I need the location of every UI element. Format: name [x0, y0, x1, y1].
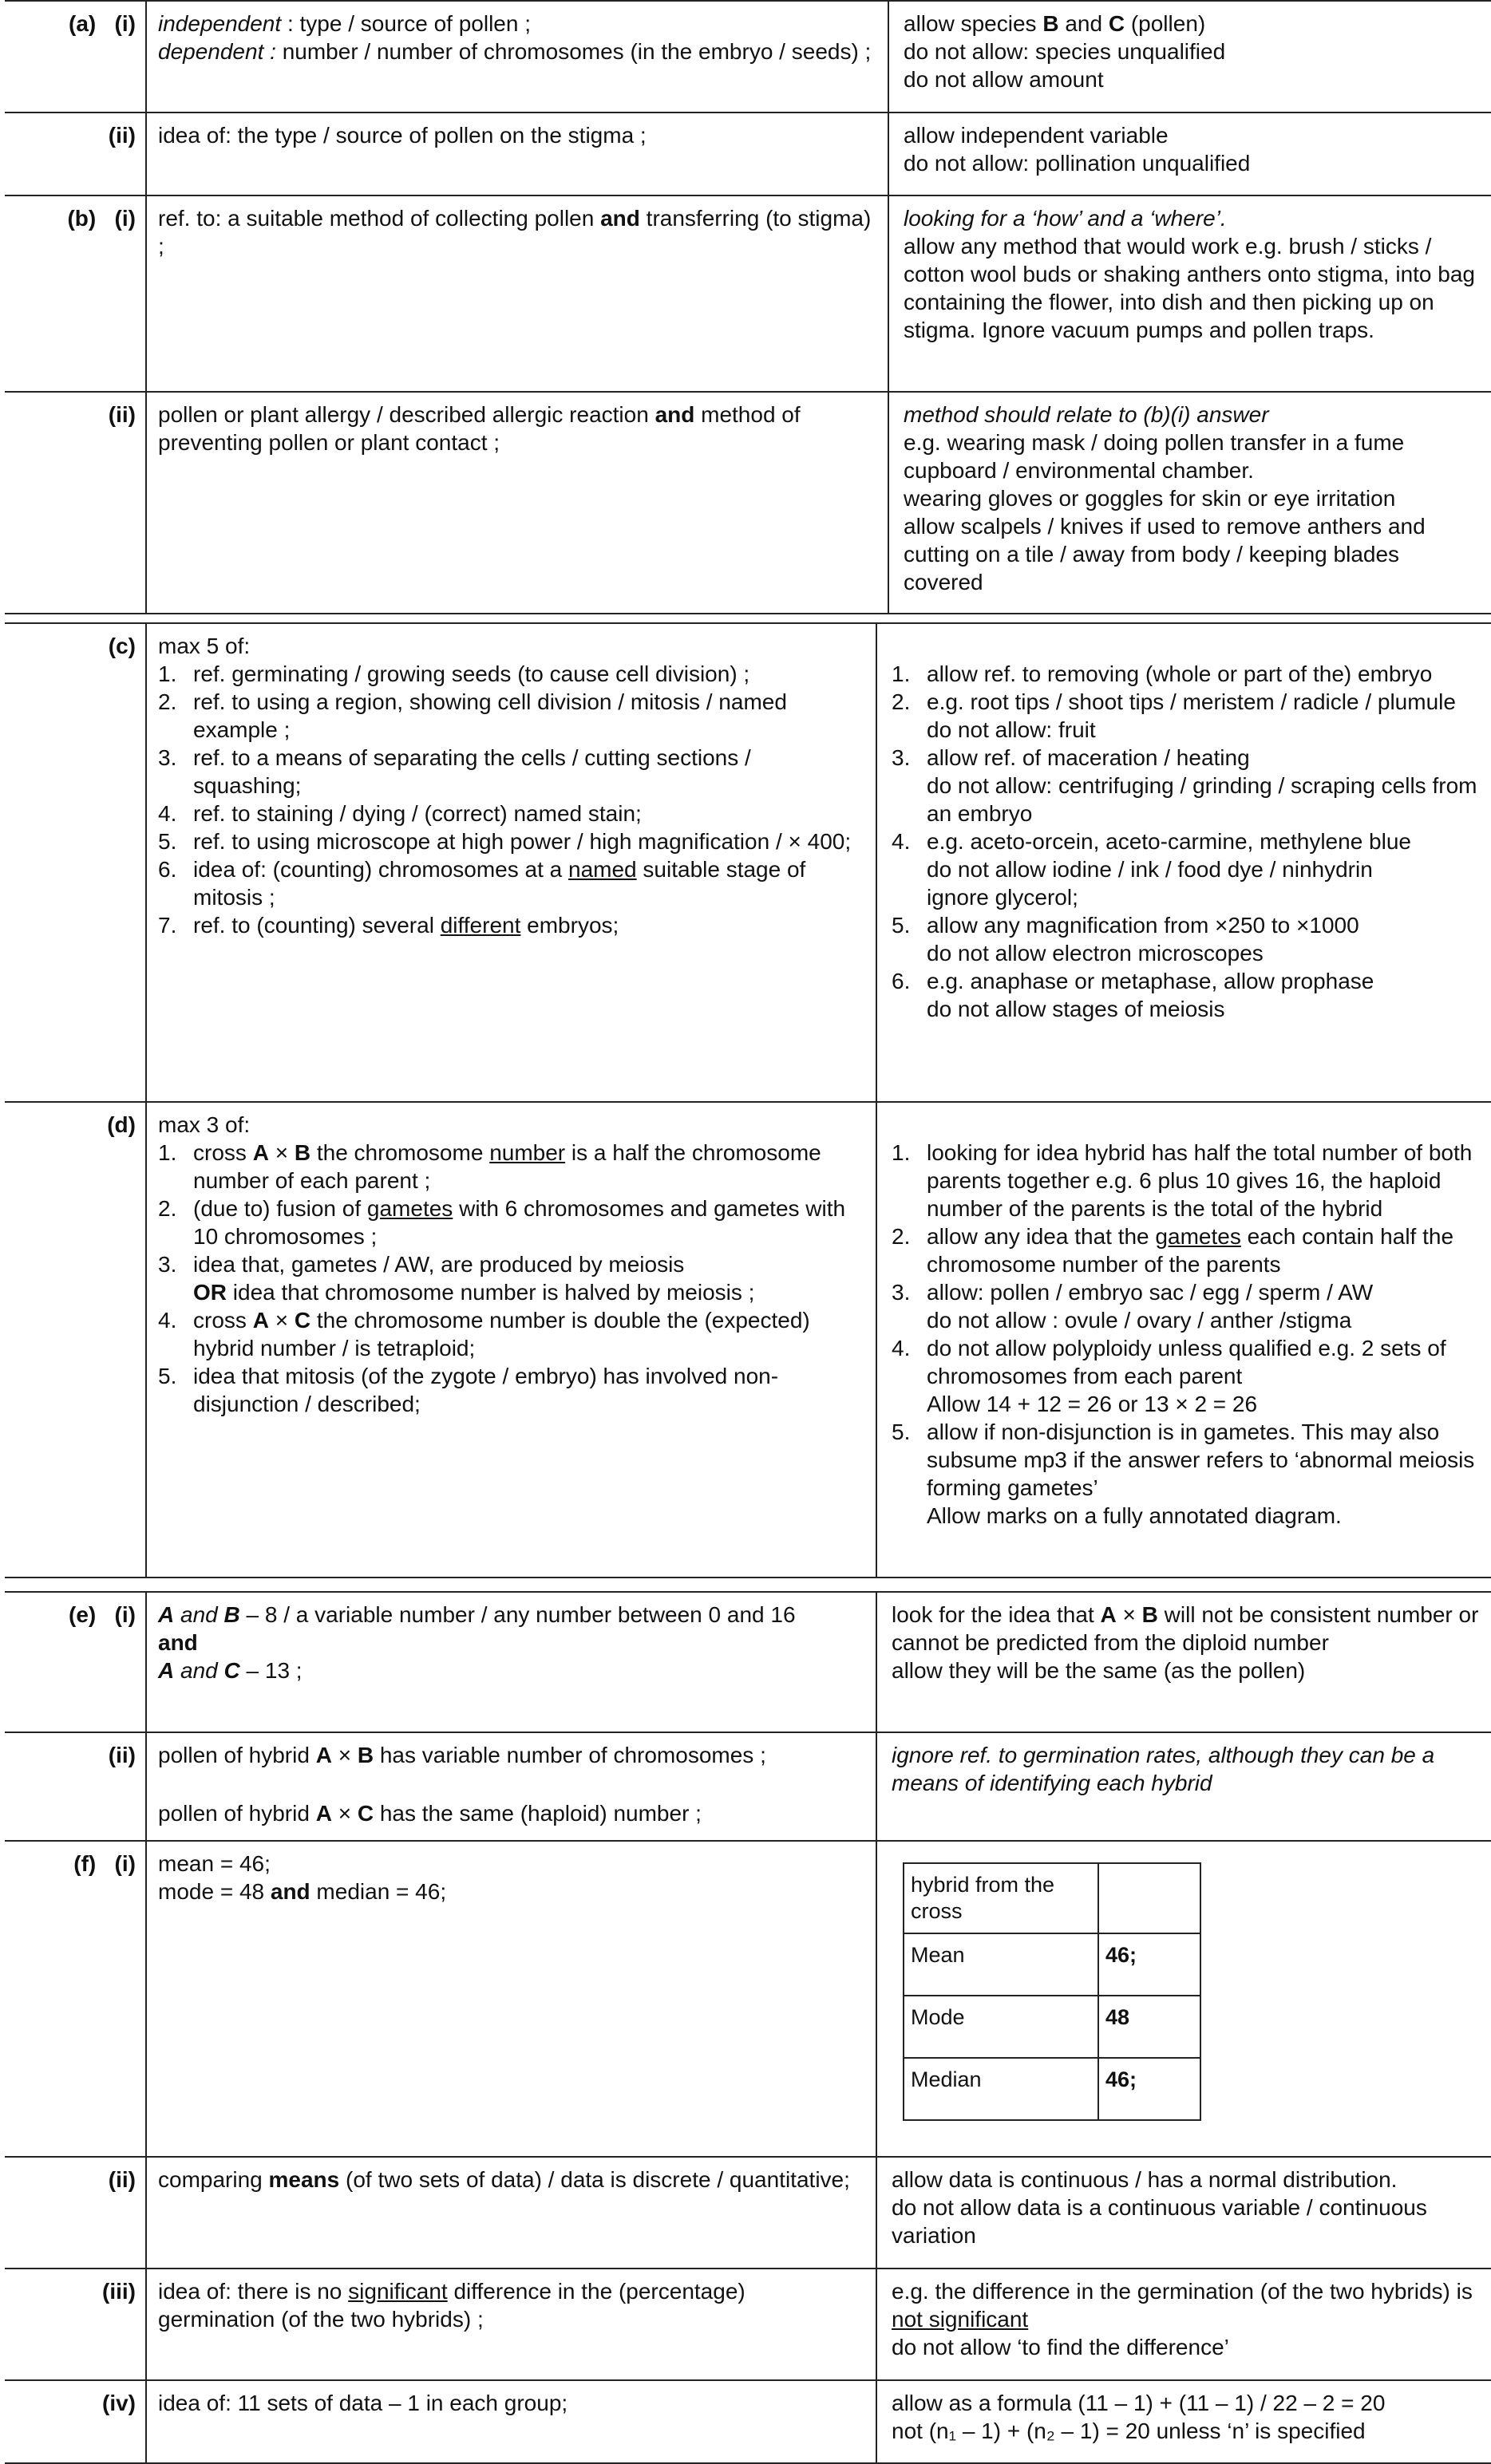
answer-cell: mean = 46; mode = 48 and median = 46; — [147, 1842, 877, 2156]
question-label: (c) — [5, 624, 147, 1101]
question-label: (e) (i) — [5, 1593, 147, 1732]
guidance-line: allow scalpels / knives if used to remove anthers and cutting on a tile / away from body / keeping blades covered — [904, 514, 1426, 594]
guidance-point: 1. looking for idea hybrid has half the total number of both parents together e.g. 6 plus 10 gives 16, the haploid number of the parents is the total of the hybrid — [892, 1140, 1473, 1221]
guidance-cell — [877, 1593, 1491, 1732]
question-label: (ii) — [5, 1733, 147, 1840]
table-row: Median 46; — [904, 2058, 1200, 2120]
row-a-i — [5, 2, 1491, 113]
mark-scheme-block-b — [5, 622, 1491, 1578]
guidance-line: allow data is continuous / has a normal distribution. — [892, 2167, 1398, 2192]
answer-cell: pollen of hybrid A × B has variable number of chromosomes ; pollen of hybrid A × C has the same (haploid) number ; — [147, 1733, 877, 1840]
guidance-line: do not allow: species unqualified — [904, 39, 1226, 64]
guidance-line: do not allow data is a continuous variable / continuous variation — [892, 2195, 1427, 2248]
mark-scheme-block-c — [5, 1591, 1491, 2464]
table-row: Mean 46; — [904, 1933, 1200, 1996]
guidance-cell — [877, 2158, 1491, 2268]
question-label: (d) — [5, 1103, 147, 1577]
guidance-point: 4. e.g. aceto-orcein, aceto-carmine, methylene blue do not allow iodine / ink / food dye / ninhydrin ignore glycerol; — [892, 829, 1411, 910]
marking-point: 6. idea of: (counting) chromosomes at a named suitable stage of mitosis ; — [158, 857, 806, 910]
marking-point: 2. ref. to using a region, showing cell division / mitosis / named example ; — [158, 689, 787, 742]
guidance-point: 4. do not allow polyploidy unless qualified e.g. 2 sets of chromosomes from each parent Allow 14 + 12 = 26 or 13 × 2 = 26 — [892, 1336, 1446, 1416]
guidance-point: 6. e.g. anaphase or metaphase, allow prophase do not allow stages of meiosis — [892, 969, 1374, 1021]
row-d — [5, 1103, 1491, 1578]
answer-cell: idea of: there is no significant difference in the (percentage) germination (of the two hybrids) ; — [147, 2269, 877, 2379]
answer-text: : type / source of pollen ; — [287, 11, 531, 36]
guidance-line: allow they will be the same (as the pollen) — [892, 1658, 1306, 1683]
guidance-point: 1. allow ref. to removing (whole or part of the) embryo — [892, 661, 1433, 686]
guidance-line: wearing gloves or goggles for skin or eye irritation — [904, 486, 1396, 511]
guidance-line: e.g. wearing mask / doing pollen transfer in a fume cupboard / environmental chamber. — [904, 430, 1405, 483]
answer-text: number / number of chromosomes (in the embryo / seeds) ; — [275, 39, 872, 64]
guidance-line: not (n₁ – 1) + (n₂ – 1) = 20 unless ‘n’ is specified — [892, 2419, 1366, 2443]
guidance-point: 3. allow: pollen / embryo sac / egg / sperm / AW do not allow : ovule / ovary / anther /stigma — [892, 1280, 1374, 1333]
guidance-line: e.g. the difference in the germination (of the two hybrids) is not significant — [892, 2279, 1473, 2332]
question-label: (ii) — [5, 393, 147, 613]
answer-cell: comparing means (of two sets of data) / data is discrete / quantitative; — [147, 2158, 877, 2268]
question-label: (iv) — [5, 2381, 147, 2462]
guidance-cell — [877, 1103, 1491, 1577]
answer-cell: idea of: 11 sets of data – 1 in each group; — [147, 2381, 877, 2462]
table-row: Mode 48 — [904, 1996, 1200, 2058]
marking-point: 5. idea that mitosis (of the zygote / embryo) has involved non-disjunction / described; — [158, 1364, 779, 1416]
guidance-line: allow any method that would work e.g. brush / sticks / cotton wool buds or shaking anthers onto stigma, into bag containing the flower, into dish and then picking up on stigma. Ignore vacuum pumps and pollen traps. — [904, 234, 1475, 342]
marking-point: 1. cross A × B the chromosome number is a half the chromosome number of each parent ; — [158, 1140, 821, 1193]
guidance-cell — [889, 113, 1491, 195]
row-f-iii — [5, 2269, 1491, 2381]
row-f-ii — [5, 2158, 1491, 2269]
row-c — [5, 624, 1491, 1103]
guidance-point: 2. allow any idea that the gametes each contain half the chromosome number of the parents — [892, 1224, 1454, 1277]
answer-italic: independent — [158, 11, 282, 36]
marking-point: 7. ref. to (counting) several different embryos; — [158, 913, 619, 938]
guidance-italic: method should relate to (b)(i) answer — [904, 402, 1269, 427]
question-label: (ii) — [5, 2158, 147, 2268]
row-e-i — [5, 1593, 1491, 1733]
question-label: (ii) — [5, 113, 147, 195]
marking-point: 5. ref. to using microscope at high power / high magnification / × 400; — [158, 829, 852, 854]
guidance-cell — [877, 624, 1491, 1101]
question-label: (f) (i) — [5, 1842, 147, 2156]
row-b-ii — [5, 393, 1491, 614]
row-b-i — [5, 196, 1491, 393]
guidance-cell — [877, 2381, 1491, 2462]
answer-cell: A and B – 8 / a variable number / any number between 0 and 16 and A and C – 13 ; — [147, 1593, 877, 1732]
marking-point: 3. ref. to a means of separating the cells / cutting sections / squashing; — [158, 745, 751, 798]
answer-cell — [147, 1103, 877, 1577]
row-f-i — [5, 1842, 1491, 2158]
guidance-line: do not allow ‘to find the difference’ — [892, 2335, 1229, 2359]
answer-cell: pollen or plant allergy / described allergic reaction and method of preventing pollen or plant contact ; — [147, 393, 889, 613]
mark-scheme-block-a — [5, 0, 1491, 614]
guidance-line: allow independent variable — [904, 123, 1169, 148]
marking-point: 1. ref. germinating / growing seeds (to cause cell division) ; — [158, 661, 750, 686]
guidance-cell — [889, 196, 1491, 391]
marking-point: 4. cross A × C the chromosome number is double the (expected) hybrid number / is tetraploid; — [158, 1308, 810, 1360]
guidance-point: 5. allow any magnification from ×250 to ×1000 do not allow electron microscopes — [892, 913, 1359, 965]
guidance-line: do not allow: pollination unqualified — [904, 151, 1251, 176]
guidance-point: 2. e.g. root tips / shoot tips / meristem / radicle / plumule do not allow: fruit — [892, 689, 1456, 742]
answer-italic: dependent : — [158, 39, 276, 64]
guidance-line: look for the idea that A × B will not be consistent number or cannot be predicted from the diploid number — [892, 1602, 1479, 1655]
marking-point: 2. (due to) fusion of gametes with 6 chromosomes and gametes with 10 chromosomes ; — [158, 1196, 846, 1249]
guidance-point: 3. allow ref. of maceration / heating do not allow: centrifuging / grinding / scraping cells from an embryo — [892, 745, 1477, 826]
guidance-cell: ignore ref. to germination rates, although they can be a means of identifying each hybrid — [892, 1743, 1435, 1795]
question-label: (a) (i) — [5, 2, 147, 112]
guidance-point: 5. allow if non-disjunction is in gametes. This may also subsume mp3 if the answer refers to ‘abnormal meiosis forming gametes’ Allow marks on a fully annotated diagram. — [892, 1420, 1475, 1528]
marking-point: 4. ref. to staining / dying / (correct) named stain; — [158, 801, 642, 826]
guidance-cell — [877, 1842, 1491, 2156]
guidance-line: do not allow amount — [904, 67, 1104, 92]
answer-cell — [147, 2, 889, 112]
guidance-italic: looking for a ‘how’ and a ‘where’. — [904, 206, 1227, 231]
guidance-cell — [877, 2269, 1491, 2379]
max-marks: max 3 of: — [158, 1112, 251, 1137]
max-marks: max 5 of: — [158, 634, 251, 658]
answer-cell — [147, 624, 877, 1101]
row-f-iv — [5, 2381, 1491, 2464]
row-a-ii — [5, 113, 1491, 196]
answer-table — [903, 1862, 1201, 2121]
question-label: (b) (i) — [5, 196, 147, 391]
guidance-line: allow as a formula (11 – 1) + (11 – 1) / 22 – 2 = 20 — [892, 2391, 1386, 2415]
answer-cell: ref. to: a suitable method of collecting pollen and transferring (to stigma) ; — [147, 196, 889, 391]
row-e-ii — [5, 1733, 1491, 1842]
guidance-line: allow species B and C (pollen) — [904, 11, 1206, 36]
guidance-cell — [889, 2, 1491, 112]
question-label: (iii) — [5, 2269, 147, 2379]
marking-point: 3. idea that, gametes / AW, are produced by meiosis OR idea that chromosome number is halved by meiosis ; — [158, 1252, 755, 1305]
guidance-cell — [889, 393, 1491, 613]
answer-cell: idea of: the type / source of pollen on the stigma ; — [147, 113, 889, 195]
table-row: hybrid from the cross — [904, 1863, 1200, 1933]
